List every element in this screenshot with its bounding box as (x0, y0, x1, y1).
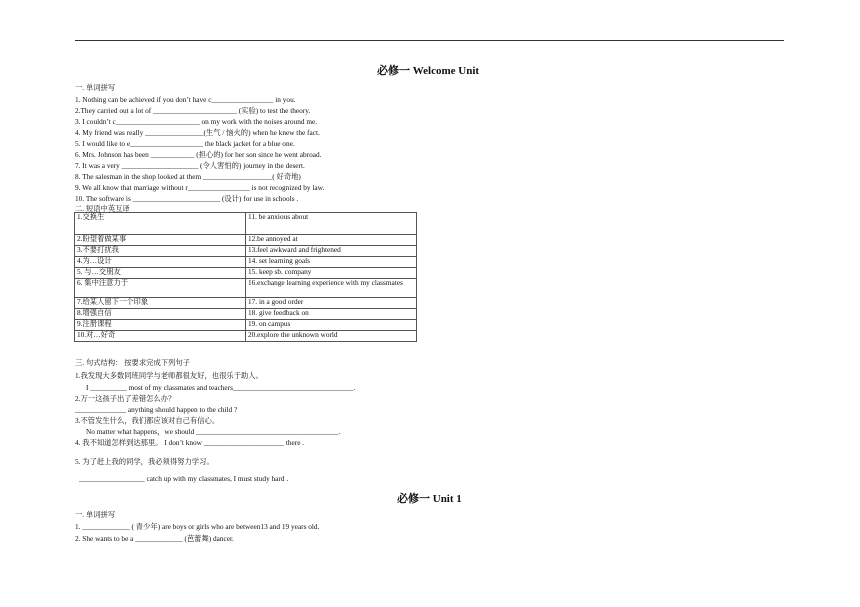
phrase-en: 11. be anxious about (246, 213, 417, 235)
spelling-item: 8. The salesman in the shop looked at them ___________________( 好奇地) (75, 171, 301, 181)
spelling-item: 5. I would like to e____________________ the black jacket for a blue one. (75, 138, 295, 148)
spelling-item: 2. She wants to be a _____________ (芭蕾舞) dancer. (75, 533, 234, 543)
sentence-prompt: 5. 为了赶上我的同学，我必须得努力学习。 (75, 456, 214, 466)
table-row (75, 213, 417, 235)
table-row (75, 268, 417, 279)
spelling-item: 10. The software is ________________________ (设计) for use in schools . (75, 193, 299, 203)
phrase-table (74, 212, 417, 342)
phrase-en: 18. give feedback on (246, 309, 417, 320)
phrase-cn: 5. 与…交朋友 (75, 268, 246, 279)
sentence-blank: No matter what happens，we should _______________________________________. (86, 427, 341, 436)
sentence-prompt: 3.不管发生什么，我们都应该对自己有信心。 (75, 415, 220, 425)
spelling-item: 9. We all know that marriage without r_________________ is not recognized by law. (75, 182, 325, 192)
sentence-prompt: 4. 我不知道怎样到达那里。 I don’t know ______________________ there . (75, 438, 305, 447)
phrase-cn: 4.为…设计 (75, 257, 246, 268)
phrase-cn: 7.给某人留下一个印象 (75, 298, 246, 309)
section-heading-sentences: 三. 句式结构： 按要求完成下列句子 (75, 358, 190, 367)
sentence-blank: __________________ catch up with my classmates, I must study hard . (79, 474, 289, 483)
table-row (75, 279, 417, 298)
header-rule (75, 40, 784, 41)
table-row (75, 235, 417, 246)
sentence-blank: I __________ most of my classmates and teachers_________________________________. (86, 383, 356, 392)
spelling-item: 1. _____________ ( 青少年) are boys or girls who are between13 and 19 years old. (75, 522, 320, 531)
phrase-en: 16.exchange learning experience with my classmates (246, 279, 417, 298)
spelling-item: 7. It was a very _____________________ (令人害怕的) journey in the desert. (75, 160, 305, 170)
phrase-en: 17. in a good order (246, 298, 417, 309)
phrase-cn: 9.注册课程 (75, 320, 246, 331)
section-heading-spelling: 一. 单词拼写 (75, 83, 116, 92)
phrase-en: 14. set learning goals (246, 257, 417, 268)
spelling-item: 1. Nothing can be achieved if you don’t have c_________________ in you. (75, 94, 296, 104)
phrase-cn: 2.盼望着做某事 (75, 235, 246, 246)
phrase-en: 15. keep sb. company (246, 268, 417, 279)
section-heading-phrases: 二. 短语中英互译 (75, 203, 130, 213)
page-title-welcome-unit: 必修一 Welcome Unit (377, 65, 480, 77)
phrase-cn: 3.不要打扰我 (75, 246, 246, 257)
sentence-prompt: 2.万一这孩子出了差错怎么办？ (75, 393, 176, 403)
phrase-en: 19. on campus (246, 320, 417, 331)
phrase-en: 20.explore the unknown world (246, 331, 417, 342)
table-row (75, 320, 417, 331)
table-row (75, 309, 417, 320)
page-title-unit-1: 必修一 Unit 1 (397, 493, 462, 505)
phrase-en: 12.be annoyed at (246, 235, 417, 246)
table-row (75, 257, 417, 268)
sentence-blank: ______________ anything should happen to the child ? (75, 404, 238, 414)
spelling-item: 3. I couldn’t c_______________________ on my work with the noises around me. (75, 116, 318, 126)
phrase-en: 13.feel awkward and frightened (246, 246, 417, 257)
section-heading-spelling: 一. 单词拼写 (75, 509, 116, 519)
spelling-item: 4. My friend was really ________________(生气 / 恼火的) when he knew the fact. (75, 127, 320, 137)
table-row (75, 298, 417, 309)
phrase-cn: 6. 集中注意力于 (75, 279, 246, 298)
phrase-cn: 10.对…好奇 (75, 331, 246, 342)
phrase-cn: 8.增强自信 (75, 309, 246, 320)
sentence-prompt: 1.我发现大多数同班同学与老师都很友好，也很乐于助人。 (75, 371, 263, 380)
table-row (75, 331, 417, 342)
spelling-item: 2.They carried out a lot of _______________________ (实验) to test the theory. (75, 105, 311, 115)
spelling-item: 6. Mrs. Johnson has been ____________ (担心的) for her son since he went abroad. (75, 149, 322, 159)
table-row (75, 246, 417, 257)
phrase-cn: 1.交换生 (75, 213, 246, 235)
